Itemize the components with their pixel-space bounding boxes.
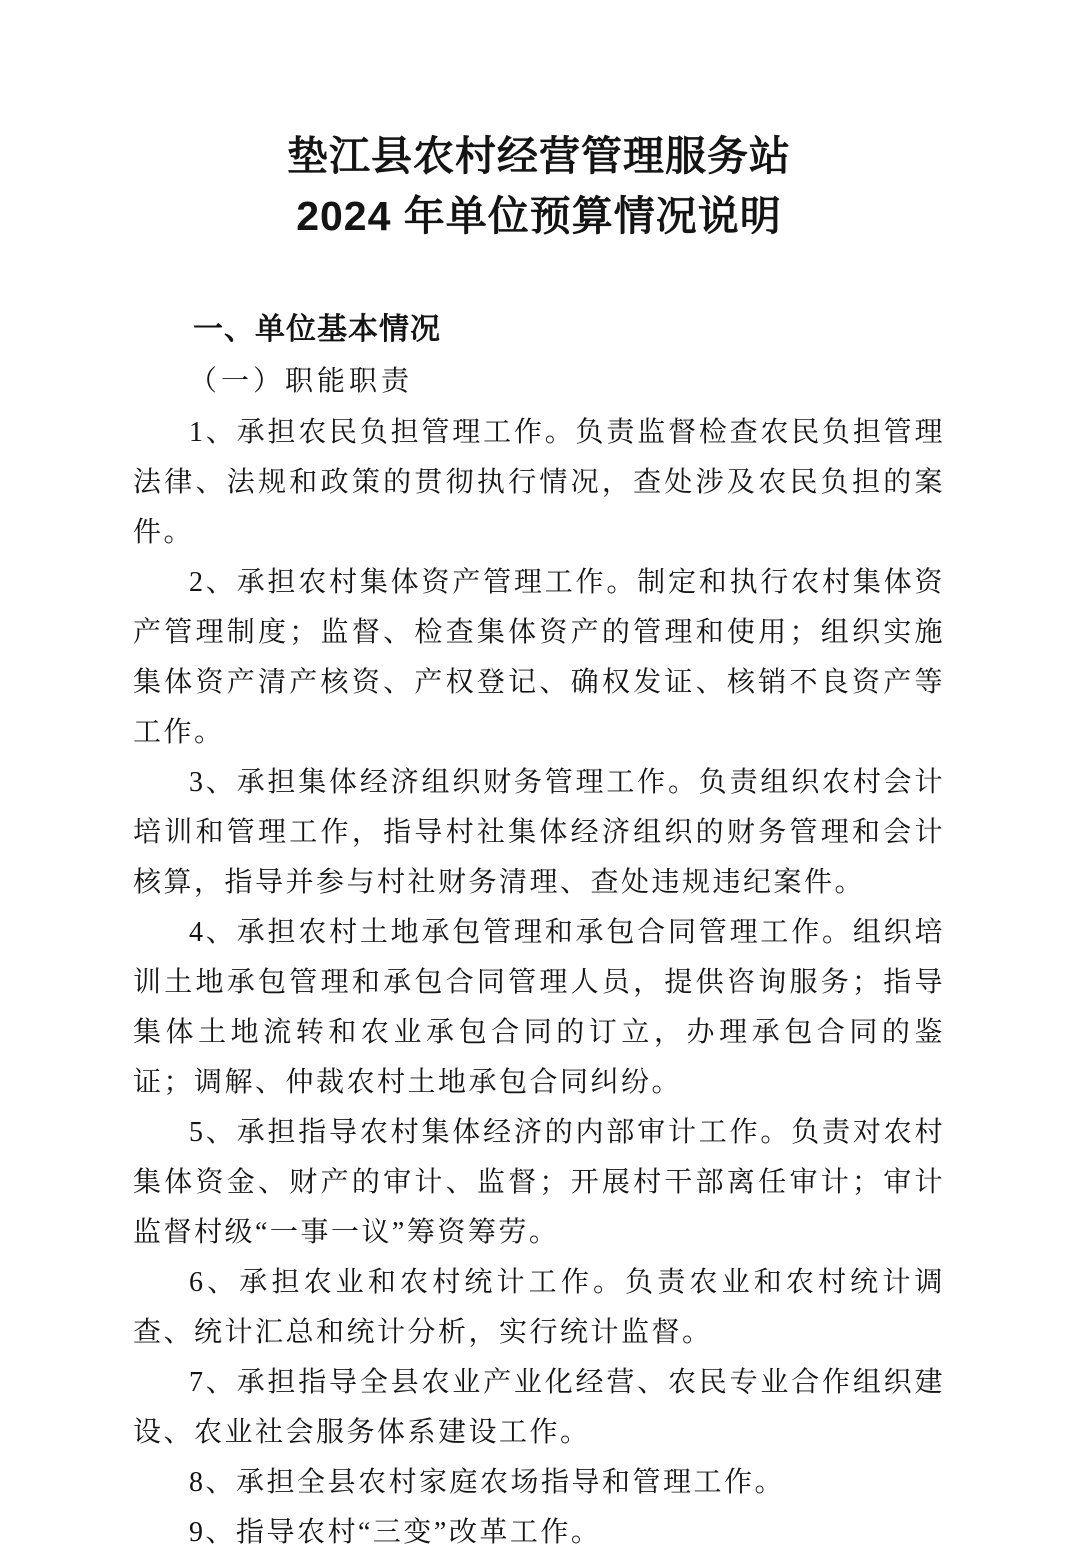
paragraph-duty-3: 3、承担集体经济组织财务管理工作。负责组织农村会计培训和管理工作，指导村社集体经济组织的财务管理和会计核算，指导并参与村社财务清理、查处违规违纪案件。 xyxy=(133,767,945,898)
paragraph-duty-5: 5、承担指导农村集体经济的内部审计工作。负责对农村集体资金、财产的审计、监督；开展村干部离任审计；审计监督村级“一事一议”筹资筹劳。 xyxy=(133,1117,945,1248)
paragraph-duty-2: 2、承担农村集体资产管理工作。制定和执行农村集体资产管理制度；监督、检查集体资产的管理和使用；组织实施集体资产清产核资、产权登记、确权发证、核销不良资产等工作。 xyxy=(133,567,945,748)
paragraph-duty-1: 1、承担农民负担管理工作。负责监督检查农民负担管理法律、法规和政策的贯彻执行情况，查处涉及农民负担的案件。 xyxy=(133,417,945,548)
section-subheading-duties: （一）职能职责 xyxy=(189,366,414,397)
document-title-line-2: 2024 年单位预算情况说明 xyxy=(296,193,782,239)
paragraph-duty-7: 7、承担指导全县农业产业化经营、农民专业合作组织建设、农业社会服务体系建设工作。 xyxy=(133,1367,945,1448)
paragraph-duty-8: 8、承担全县农村家庭农场指导和管理工作。 xyxy=(189,1467,786,1498)
document-title-line-1: 垫江县农村经营管理服务站 xyxy=(287,133,791,179)
document-header xyxy=(133,126,945,246)
section-heading-basic-info: 一、单位基本情况 xyxy=(193,313,441,346)
paragraph-duty-4: 4、承担农村土地承包管理和承包合同管理工作。组织培训土地承包管理和承包合同管理人员，提供咨询服务；指导集体土地流转和农业承包合同的订立，办理承包合同的鉴证；调解、仲裁农村土地承包合同纠纷。 xyxy=(133,917,945,1098)
paragraph-duty-6: 6、承担农业和农村统计工作。负责农业和农村统计调查、统计汇总和统计分析，实行统计监督。 xyxy=(133,1267,945,1348)
paragraph-duty-9: 9、指导农村“三变”改革工作。 xyxy=(189,1517,602,1548)
